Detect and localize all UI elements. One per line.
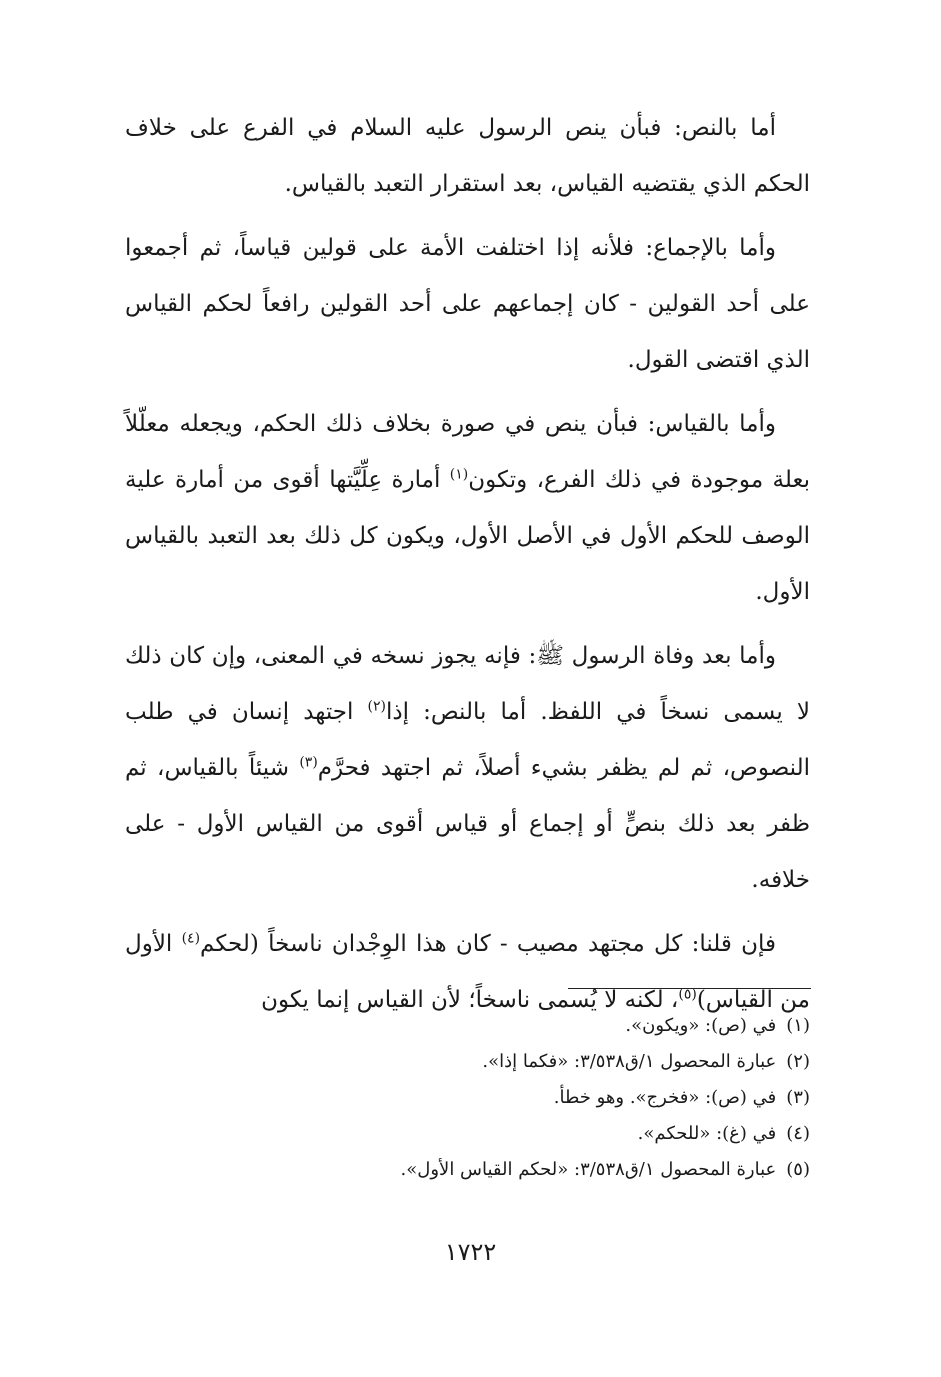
footnote-number: (٢) [786, 1051, 810, 1072]
footnote-item [125, 1116, 810, 1152]
footnote-separator [568, 988, 811, 989]
page-number: ١٧٢٢ [444, 1238, 497, 1266]
footnote-number: (٣) [786, 1087, 810, 1108]
footnote-marker: (١) [449, 466, 469, 483]
footnote-item [125, 1008, 810, 1044]
paragraph-text: وأما بعد وفاة الرسول ﷺ: فإنه يجوز نسخه في المعنى، وإن كان ذلك لا يسمى نسخاً في اللفظ. أما بالنص: إذا [125, 643, 810, 725]
paragraph-text: أما بالنص: فبأن ينص الرسول عليه السلام في الفرع على خلاف الحكم الذي يقتضيه القياس، بعد استقرار التعبد بالقياس. [125, 115, 810, 197]
footnote-text: في (ص): «ويكون». [625, 1015, 777, 1036]
footnote-marker: (٤) [181, 930, 201, 947]
footnote-text: في (غ): «للحكم». [637, 1123, 777, 1144]
footnote-marker: (٥) [678, 986, 697, 1003]
footnote-item [125, 1152, 810, 1188]
paragraph-4 [125, 628, 810, 908]
footnote-marker: (٢) [367, 698, 386, 715]
footnote-item [125, 1044, 810, 1080]
paragraph-text: اجتهد إنسان في طلب النصوص، ثم لم يظفر بشيء أصلاً، ثم اجتهد فحرَّم [125, 699, 810, 781]
paragraph-2 [125, 220, 810, 388]
paragraph-text: فإن قلنا: كل مجتهد مصيب - كان هذا الوِجْدان ناسخاً (لحكم [200, 931, 777, 957]
footnotes-section [125, 1008, 810, 1188]
paragraph-text: وأما بالقياس: فبأن ينص في صورة بخلاف ذلك الحكم، ويجعله معلّلاً بعلة موجودة في ذلك الفرع، وتكون [125, 411, 810, 493]
paragraph-text: أمارة عِلِّيَّتها أقوى من أمارة علية الوصف للحكم الأول في الأصل الأول، ويكون كل ذلك بعد التعبد بالقياس الأول. [125, 467, 810, 605]
paragraph-text: وأما بالإجماع: فلأنه إذا اختلفت الأمة على قولين قياساً، ثم أجمعوا على أحد القولين - كان إجماعهم على أحد القولين رافعاً لحكم القياس الذي اقتضى القول. [125, 235, 810, 373]
footnote-item [125, 1080, 810, 1116]
footnote-text: في (ص): «فخرج». وهو خطأ. [553, 1087, 777, 1108]
footnote-number: (٥) [786, 1159, 810, 1180]
paragraph-text: الأول من القياس) [125, 931, 810, 1013]
main-text-body [125, 100, 810, 1036]
paragraph-1 [125, 100, 810, 212]
paragraph-3 [125, 396, 810, 620]
footnote-text: عبارة المحصول ١/ق٣/٥٣٨: «لحكم القياس الأول». [400, 1159, 777, 1180]
footnote-number: (١) [786, 1015, 810, 1036]
footnote-number: (٤) [786, 1123, 810, 1144]
paragraph-text: شيئاً بالقياس، ثم ظفر بعد ذلك بنصٍّ أو إجماع أو قياس أقوى من القياس الأول - على خلافه. [125, 755, 810, 893]
paragraph-text: ، لكنه لا يُسمى ناسخاً؛ لأن القياس إنما يكون [261, 987, 679, 1013]
footnote-text: عبارة المحصول ١/ق٣/٥٣٨: «فكما إذا». [482, 1051, 777, 1072]
footnote-marker: (٣) [299, 754, 318, 771]
